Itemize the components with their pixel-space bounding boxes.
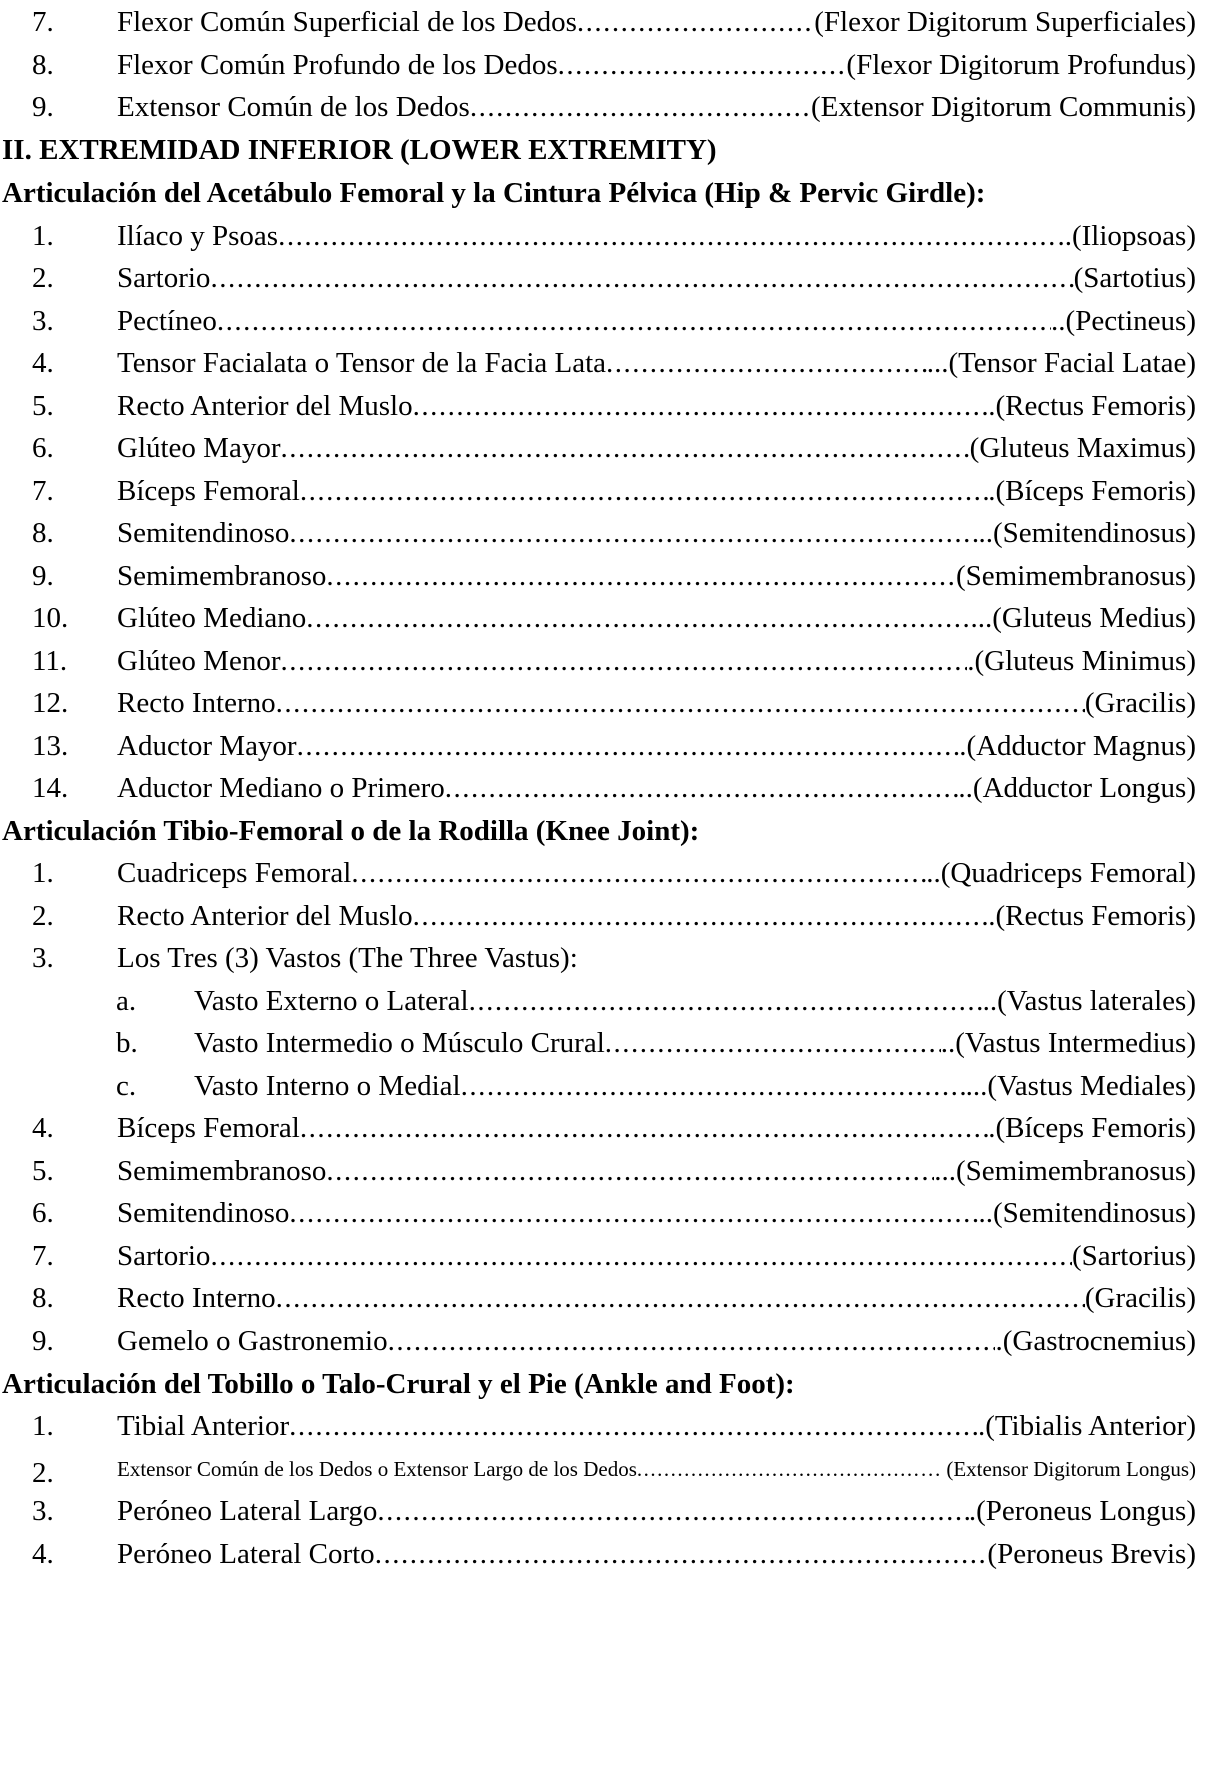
english-name: ..(Semitendinosus) — [978, 1197, 1196, 1229]
spanish-name: Sartorio — [117, 262, 211, 294]
english-name: (Sartorius) — [1071, 1240, 1196, 1272]
list-item — [0, 683, 1200, 723]
english-name: (Flexor Digitorum Superficiales) — [814, 6, 1196, 38]
english-name: (Gracilis) — [1084, 687, 1196, 719]
list-item — [0, 1321, 1200, 1361]
english-name: ..(Quadriceps Femoral) — [926, 857, 1196, 889]
spanish-name: Flexor Común Superficial de los Dedos — [117, 6, 577, 38]
item-number: 4. — [32, 1112, 54, 1144]
dot-leader — [413, 896, 989, 936]
spanish-name: Cuadriceps Femoral — [117, 857, 352, 889]
dot-leader — [637, 1449, 920, 1489]
dot-leader — [388, 1321, 996, 1361]
spanish-name: Recto Interno — [117, 1282, 276, 1314]
dot-leader — [297, 726, 960, 766]
list-item — [0, 428, 1200, 468]
spanish-name: Extensor Común de los Dedos o Extensor Largo de los Dedos — [117, 1457, 637, 1481]
list-item — [0, 2, 1200, 42]
item-number: 1. — [32, 857, 54, 889]
vastus-group-label: Los Tres (3) Vastos (The Three Vastus): — [117, 942, 578, 974]
list-item — [0, 896, 1200, 936]
dot-leader — [210, 258, 1073, 298]
item-number: 6. — [32, 1197, 54, 1229]
english-name: .(Gastrocnemius) — [995, 1325, 1196, 1357]
item-letter: a. — [116, 985, 137, 1017]
english-name: ..(Adductor Longus) — [958, 772, 1196, 804]
list-item — [0, 641, 1200, 681]
spanish-name: Gemelo o Gastronemio — [117, 1325, 388, 1357]
english-name: .(Rectus Femoris) — [988, 390, 1196, 422]
dot-leader — [217, 301, 1051, 341]
spanish-name: Vasto Interno o Medial — [194, 1070, 461, 1102]
list-item — [0, 258, 1200, 298]
english-name: (Peroneus Brevis) — [987, 1538, 1196, 1570]
sub-list-item — [0, 981, 1200, 1021]
item-number: 12. — [32, 687, 69, 719]
english-name: ...(Tensor Facial Latae) — [926, 347, 1196, 379]
spanish-name: Flexor Común Profundo de los Dedos — [117, 49, 558, 81]
sub-list-item — [0, 1023, 1200, 1063]
spanish-name: Extensor Común de los Dedos — [117, 91, 470, 123]
dot-leader — [469, 981, 983, 1021]
dot-leader — [306, 598, 970, 638]
dot-leader — [326, 1151, 934, 1191]
list-item — [0, 556, 1200, 596]
item-number: 10. — [32, 602, 69, 634]
list-item — [0, 87, 1200, 127]
spanish-name: Semimembranoso — [117, 560, 327, 592]
list-item — [0, 1491, 1200, 1531]
item-number: 1. — [32, 220, 54, 252]
list-item — [0, 598, 1200, 638]
english-name: (Semimembranosus) — [955, 560, 1196, 592]
english-name: ..(Semitendinosus) — [978, 517, 1196, 549]
sub-list-item — [0, 1066, 1200, 1106]
english-name: ..(Vastus laterales) — [982, 985, 1196, 1017]
english-name: (Gluteus Maximus) — [969, 432, 1196, 464]
dot-leader — [461, 1066, 966, 1106]
list-item — [0, 386, 1200, 426]
item-number: 3. — [32, 942, 54, 974]
english-name: ..(Vastus Intermedius) — [940, 1027, 1196, 1059]
spanish-name: Glúteo Mayor — [117, 432, 281, 464]
spanish-name: Vasto Intermedio o Músculo Crural — [194, 1027, 605, 1059]
spanish-name: Glúteo Mediano — [117, 602, 307, 634]
hip-heading: Articulación del Acetábulo Femoral y la Cintura Pélvica (Hip & Pervic Girdle): — [2, 177, 986, 209]
item-number: 2. — [32, 900, 54, 932]
list-item — [0, 1278, 1200, 1318]
english-name: .(Tibialis Anterior) — [977, 1410, 1196, 1442]
english-name: ..(Pectineus) — [1051, 305, 1196, 337]
dot-leader — [377, 1491, 969, 1531]
list-item — [0, 768, 1200, 808]
spanish-name: Glúteo Menor — [117, 645, 281, 677]
item-number: 6. — [32, 432, 54, 464]
english-name: … (Extensor Digitorum Longus) — [920, 1457, 1196, 1481]
list-item — [0, 1151, 1200, 1191]
english-name: ..(Iliopsoas) — [1057, 220, 1196, 252]
item-number: 5. — [32, 390, 54, 422]
ankle-heading: Articulación del Tobillo o Talo-Crural y el Pie (Ankle and Foot): — [2, 1368, 795, 1400]
item-number: 8. — [32, 1282, 54, 1314]
list-item — [0, 513, 1200, 553]
item-number: 7. — [32, 6, 54, 38]
dot-leader — [375, 1534, 988, 1574]
list-item — [0, 726, 1200, 766]
spanish-name: Pectíneo — [117, 305, 217, 337]
list-item — [0, 1236, 1200, 1276]
list-item — [0, 1406, 1200, 1446]
item-number: 4. — [32, 347, 54, 379]
dot-leader — [289, 513, 978, 553]
item-number: 8. — [32, 517, 54, 549]
spanish-name: Bíceps Femoral — [117, 1112, 300, 1144]
dot-leader — [413, 386, 989, 426]
item-number: 13. — [32, 730, 69, 762]
list-item — [0, 1449, 1200, 1489]
dot-leader — [278, 216, 1057, 256]
dot-leader — [445, 768, 959, 808]
spanish-name: Recto Anterior del Muslo — [117, 390, 413, 422]
dot-leader — [577, 2, 814, 42]
item-number: 1. — [32, 1410, 54, 1442]
spanish-name: Semitendinoso — [117, 1197, 290, 1229]
english-name: .(Bíceps Femoris) — [988, 1112, 1196, 1144]
dot-leader — [351, 853, 926, 893]
dot-leader — [289, 1406, 978, 1446]
dot-leader — [470, 87, 811, 127]
spanish-name: Tibial Anterior — [117, 1410, 290, 1442]
english-name: .(Bíceps Femoris) — [988, 475, 1196, 507]
dot-leader — [276, 683, 1085, 723]
spanish-name: Vasto Externo o Lateral — [194, 985, 469, 1017]
spanish-name: Recto Anterior del Muslo — [117, 900, 413, 932]
item-number: 5. — [32, 1155, 54, 1187]
dot-leader — [276, 1278, 1085, 1318]
list-item — [0, 1108, 1200, 1148]
dot-leader — [281, 641, 968, 681]
english-name: .(Peroneus Longus) — [968, 1495, 1196, 1527]
spanish-name: Peróneo Lateral Corto — [117, 1538, 375, 1570]
item-number: 7. — [32, 475, 54, 507]
item-number: 9. — [32, 560, 54, 592]
item-number: 11. — [32, 645, 68, 677]
item-number: 2. — [32, 1457, 54, 1489]
dot-leader — [326, 556, 956, 596]
english-name: .(Rectus Femoris) — [988, 900, 1196, 932]
english-name: .(Adductor Magnus) — [959, 730, 1196, 762]
item-number: 9. — [32, 1325, 54, 1357]
spanish-name: Sartorio — [117, 1240, 211, 1272]
english-name: ...(Gluteus Medius) — [970, 602, 1196, 634]
dot-leader — [606, 343, 927, 383]
item-number: 7. — [32, 1240, 54, 1272]
spanish-name: Peróneo Lateral Largo — [117, 1495, 378, 1527]
item-letter: b. — [116, 1027, 138, 1059]
english-name: .(Gluteus Minimus) — [967, 645, 1196, 677]
english-name: (Sartotius) — [1073, 262, 1196, 294]
list-item — [0, 1193, 1200, 1233]
item-letter: c. — [116, 1070, 137, 1102]
item-number: 14. — [32, 772, 69, 804]
list-item — [0, 938, 1200, 978]
dot-leader — [300, 1108, 988, 1148]
list-item — [0, 853, 1200, 893]
section-title: II. EXTREMIDAD INFERIOR (LOWER EXTREMITY) — [2, 134, 717, 166]
spanish-name: Recto Interno — [117, 687, 276, 719]
item-number: 4. — [32, 1538, 54, 1570]
english-name: ...(Semimembranosus) — [934, 1155, 1196, 1187]
spanish-name: Ilíaco y Psoas — [117, 220, 279, 252]
spanish-name: Aductor Mayor — [117, 730, 297, 762]
knee-heading: Articulación Tibio-Femoral o de la Rodilla (Knee Joint): — [2, 815, 700, 847]
english-name: (Flexor Digitorum Profundus) — [846, 49, 1196, 81]
english-name: (Gracilis) — [1084, 1282, 1196, 1314]
list-item — [0, 1534, 1200, 1574]
dot-leader — [281, 428, 970, 468]
item-number: 9. — [32, 91, 54, 123]
list-item — [0, 45, 1200, 85]
item-number: 3. — [32, 1495, 54, 1527]
list-item — [0, 216, 1200, 256]
dot-leader — [605, 1023, 941, 1063]
dot-leader — [558, 45, 847, 85]
list-item — [0, 343, 1200, 383]
item-number: 3. — [32, 305, 54, 337]
list-item — [0, 301, 1200, 341]
item-number: 2. — [32, 262, 54, 294]
english-name: ...(Vastus Mediales) — [965, 1070, 1196, 1102]
dot-leader — [210, 1236, 1072, 1276]
item-number: 8. — [32, 49, 54, 81]
english-name: (Extensor Digitorum Communis) — [810, 91, 1196, 123]
spanish-name: Tensor Facialata o Tensor de la Facia Lata — [117, 347, 607, 379]
dot-leader — [300, 471, 988, 511]
spanish-name: Semimembranoso — [117, 1155, 327, 1187]
spanish-name: Bíceps Femoral — [117, 475, 300, 507]
dot-leader — [289, 1193, 978, 1233]
spanish-name: Semitendinoso — [117, 517, 290, 549]
list-item — [0, 471, 1200, 511]
spanish-name: Aductor Mediano o Primero — [117, 772, 445, 804]
